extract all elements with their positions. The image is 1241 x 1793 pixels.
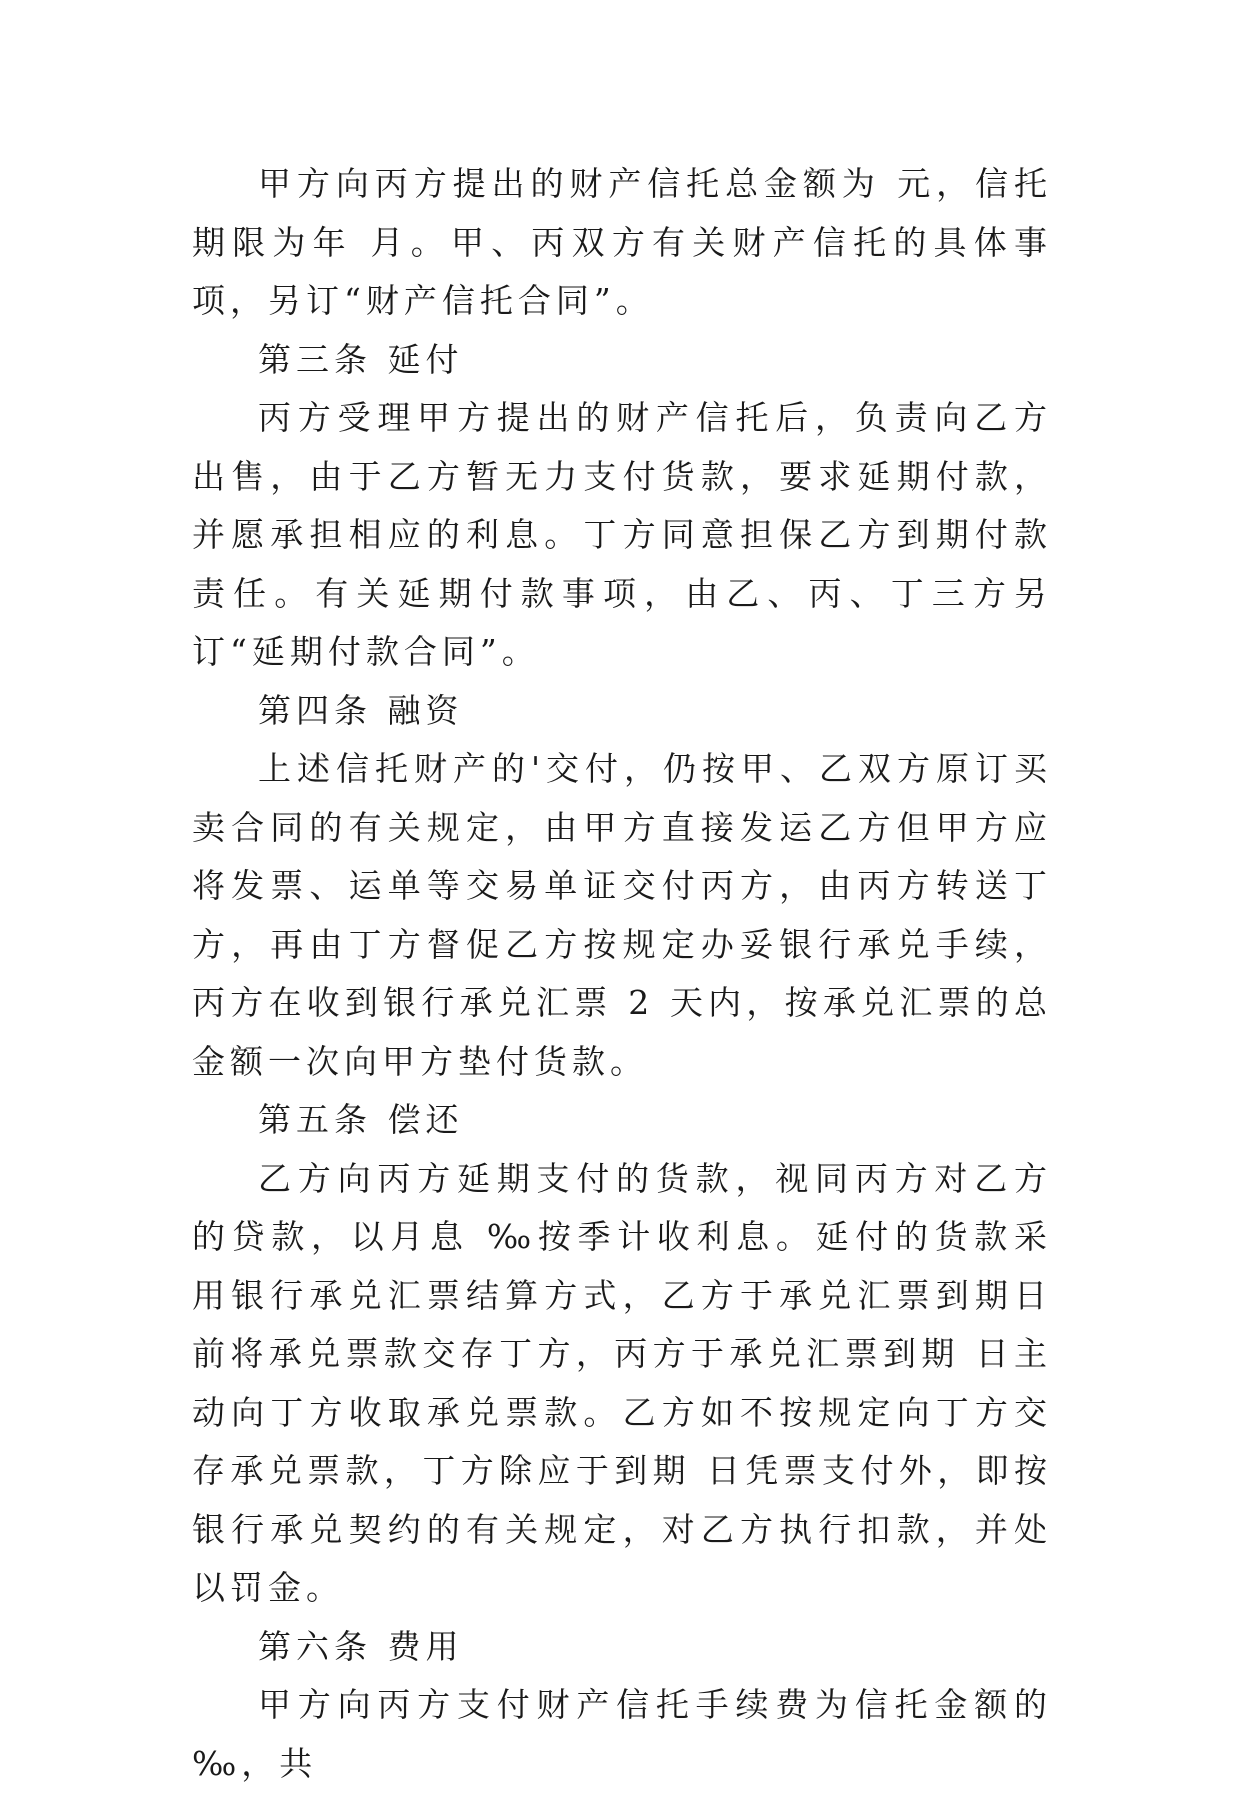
clause-paragraph: 上述信托财产的'交付，仍按甲、乙双方原订买卖合同的有关规定，由甲方直接发运乙方但甲方应将发票、运单等交易单证交付丙方，由丙方转送丁方，再由丁方督促乙方按规定办妥银行承兑手续，丙方在收到银行承兑汇票 2 天内，按承兑汇票的总金额一次向甲方垫付货款。: [192, 749, 1052, 1081]
clause-paragraph: 乙方向丙方延期支付的货款，视同丙方对乙方的贷款，以月息 ‰按季计收利息。延付的货款采用银行承兑汇票结算方式，乙方于承兑汇票到期日前将承兑票款交存丁方，丙方于承兑汇票到期 日主动向丁方收取承兑票款。乙方如不按规定向丁方交存承兑票款，丁方除应于到期 日凭票支付外，即按银行承兑契约的有关规定，对乙方执行扣款，并处以罚金。: [192, 1158, 1052, 1607]
clause-paragraph: 甲方向丙方支付财产信托手续费为信托金额的 ‰，共: [192, 1685, 1052, 1783]
clause-heading: 第六条 费用: [258, 1626, 464, 1666]
clause-paragraph: 丙方受理甲方提出的财产信托后，负责向乙方出售，由于乙方暂无力支付货款，要求延期付款，并愿承担相应的利息。丁方同意担保乙方到期付款责任。有关延期付款事项，由乙、丙、丁三方另订“延期付款合同”。: [192, 398, 1052, 671]
clause-paragraph: 甲方向丙方提出的财产信托总金额为 元，信托期限为年 月。甲、丙双方有关财产信托的具体事项，另订“财产信托合同”。: [192, 164, 1052, 320]
clause-heading: 第五条 偿还: [258, 1100, 464, 1139]
document-page: [192, 155, 1052, 1793]
clause-heading: 第三条 延付: [258, 339, 464, 379]
clause-heading: 第四条 融资: [258, 690, 464, 730]
